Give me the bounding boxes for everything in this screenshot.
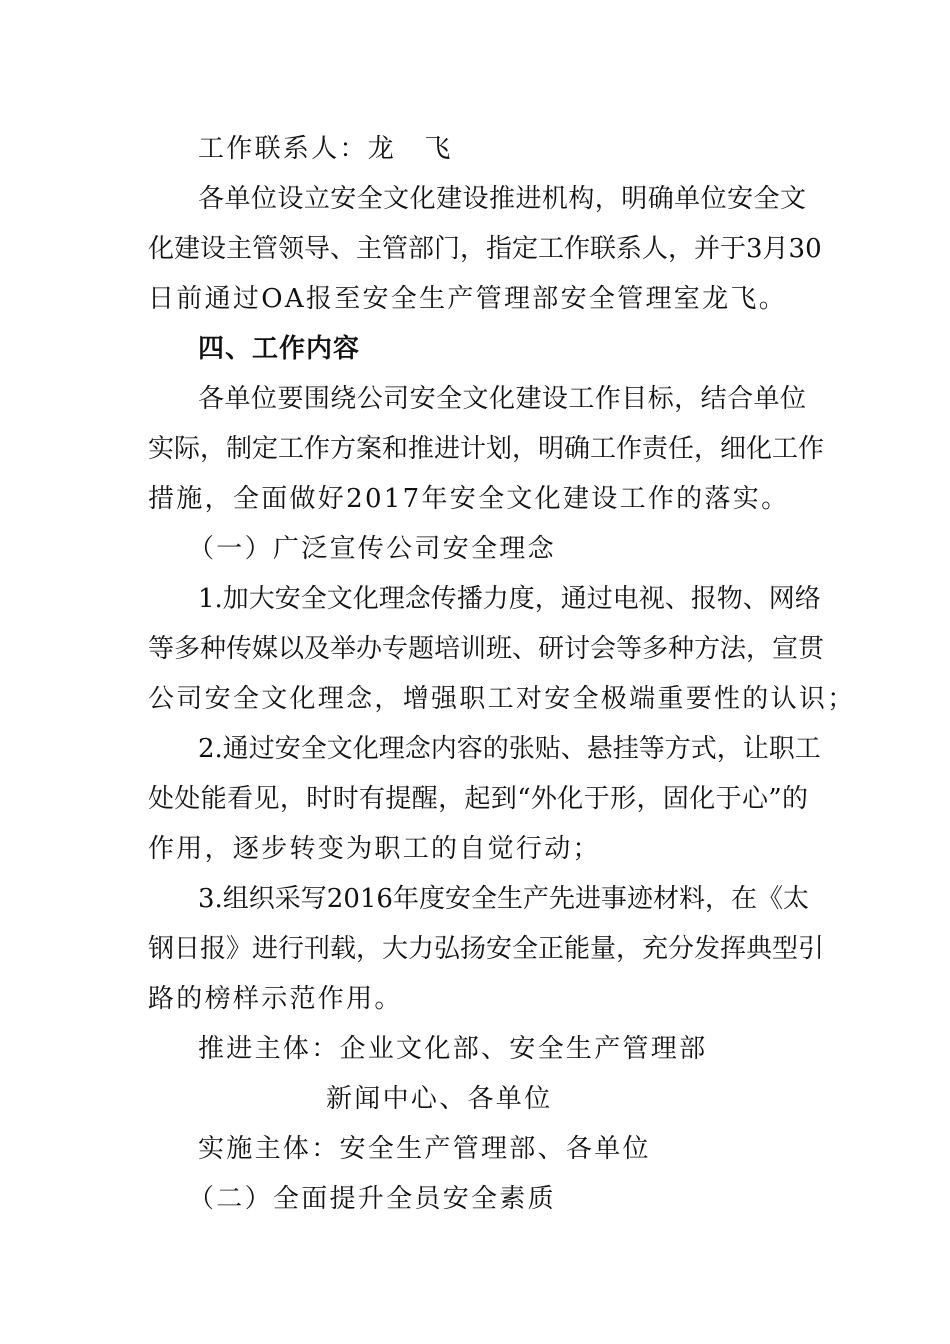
list-item-line: 公司安全文化理念，增强职工对安全极端重要性的认识；	[148, 684, 856, 714]
list-item-line: 钢日报》进行刊载，大力弘扬安全正能量，充分发挥典型引	[148, 934, 825, 964]
subsection-heading: （二）全面提升全员安全素质	[188, 1184, 556, 1214]
implementing-body-line: 实施主体：安全生产管理部、各单位	[198, 1134, 651, 1164]
work-contact-line: 工作联系人：龙 飞	[198, 134, 453, 164]
list-item-line: 3.组织采写2016年度安全生产先进事迹材料，在《太	[198, 884, 809, 914]
paragraph-line: 各单位设立安全文化建设推进机构，明确单位安全文	[198, 184, 806, 214]
list-item-line: 处处能看见，时时有提醒，起到“外化于形，固化于心”的	[148, 784, 808, 814]
list-item-line: 2.通过安全文化理念内容的张贴、悬挂等方式，让职工	[198, 734, 821, 764]
paragraph-line: 化建设主管领导、主管部门，指定工作联系人，并于3月30	[148, 234, 822, 264]
section-heading: 四、工作内容	[198, 334, 361, 364]
list-item-line: 等多种传媒以及举办专题培训班、研讨会等多种方法，宣贯	[148, 634, 825, 664]
paragraph-line: 日前通过OA报至安全生产管理部安全管理室龙飞。	[148, 284, 787, 314]
promoting-body-continuation: 新闻中心、各单位	[326, 1084, 553, 1114]
paragraph-line: 实际，制定工作方案和推进计划，明确工作责任，细化工作	[148, 434, 825, 464]
list-item-line: 1.加大安全文化理念传播力度，通过电视、报物、网络	[198, 584, 821, 614]
list-item-line: 作用，逐步转变为职工的自觉行动；	[148, 834, 601, 864]
paragraph-line: 各单位要围绕公司安全文化建设工作目标，结合单位	[198, 384, 806, 414]
promoting-body-line: 推进主体：企业文化部、安全生产管理部	[198, 1034, 708, 1064]
paragraph-line: 措施，全面做好2017年安全文化建设工作的落实。	[148, 484, 790, 514]
list-item-line: 路的榜样示范作用。	[148, 984, 403, 1014]
subsection-heading: （一）广泛宣传公司安全理念	[188, 534, 556, 564]
